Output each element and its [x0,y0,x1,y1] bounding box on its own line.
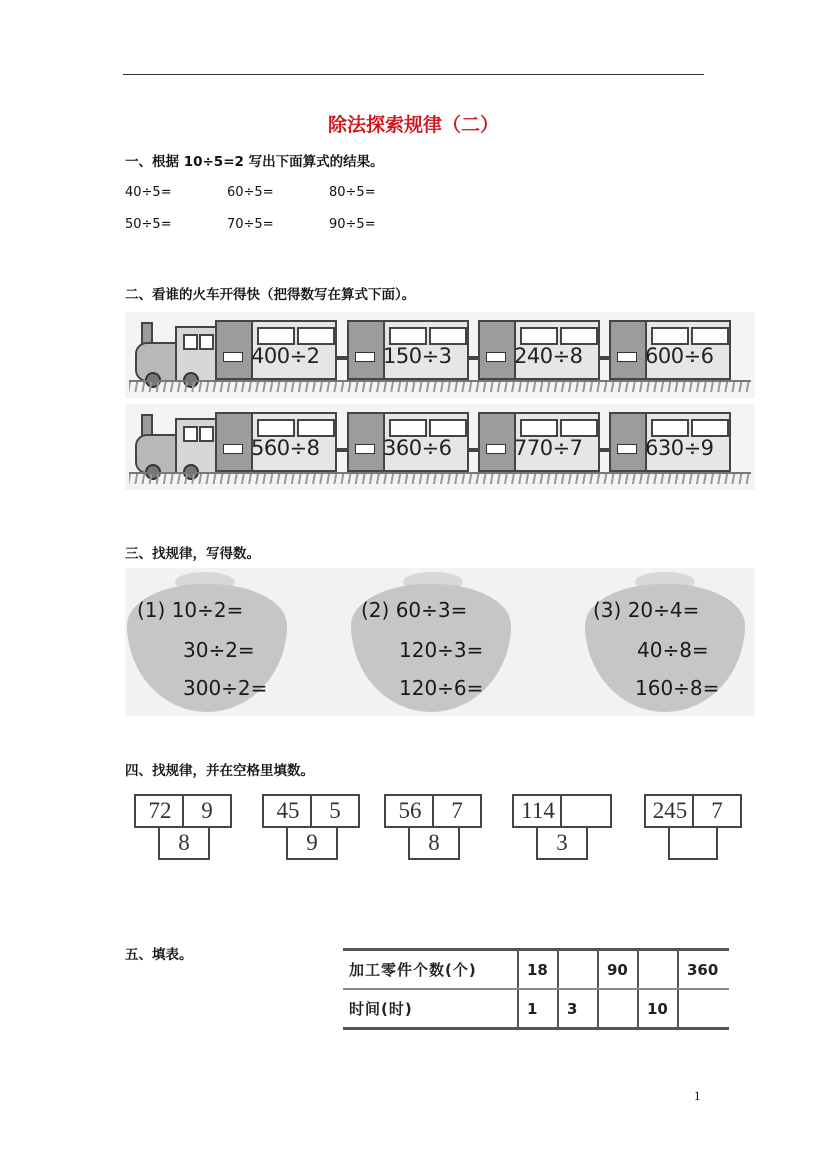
car-equation: 560÷8 [251,436,320,460]
puzzle-cell-a: 245 [644,794,696,828]
table-cell: 3 [558,989,598,1029]
train-car [609,320,729,378]
q1-item: 60÷5= [227,185,274,200]
q1-item: 80÷5= [329,185,376,200]
table-row [343,989,729,1029]
berry-eq: (2) 60÷3= [361,598,468,622]
car-equation: 240÷8 [514,344,583,368]
strawberry-panel [125,568,755,716]
train-car [347,412,467,470]
puzzle-cell-c: 8 [408,826,460,860]
table-cell: 10 [638,989,678,1029]
puzzle-cell-c: 9 [286,826,338,860]
train-car [215,412,335,470]
puzzle-cell-a: 72 [134,794,186,828]
q1-item: 90÷5= [329,217,376,232]
train-car [609,412,729,470]
section-1-heading: 一、根据 10÷5=2 写出下面算式的结果。 [125,154,384,170]
table-cell-blank[interactable] [638,950,678,990]
puzzle-cell-a: 56 [384,794,436,828]
berry-eq: 160÷8= [635,676,720,700]
puzzle-cell-c: 3 [536,826,588,860]
berry-eq: 30÷2= [183,638,255,662]
puzzle-blank[interactable] [560,794,612,828]
car-equation: 400÷2 [251,344,320,368]
table-cell-blank[interactable] [598,989,638,1029]
page-title: 除法探索规律（二） [327,114,499,136]
berry-eq: 120÷6= [399,676,484,700]
train-1 [125,312,755,398]
puzzle-blank[interactable] [668,826,718,860]
section-5-heading: 五、填表。 [125,947,193,963]
berry-eq: (3) 20÷4= [593,598,700,622]
berry-eq: 40÷8= [637,638,709,662]
berry-eq: 120÷3= [399,638,484,662]
fill-table [343,948,729,1030]
table-row [343,950,729,990]
train-car [347,320,467,378]
train-car [478,412,598,470]
car-equation: 600÷6 [645,344,714,368]
row-header: 时间(时) [343,989,518,1029]
berry-eq: (1) 10÷2= [137,598,244,622]
table-cell: 18 [518,950,558,990]
car-equation: 150÷3 [383,344,452,368]
puzzle-cell-b: 7 [692,794,742,828]
puzzle-cell-c: 8 [158,826,210,860]
berry-eq: 300÷2= [183,676,268,700]
car-equation: 770÷7 [514,436,583,460]
header-rule [123,74,704,75]
table-cell-blank[interactable] [678,989,729,1029]
table-cell-blank[interactable] [558,950,598,990]
puzzle-cell-b: 5 [310,794,360,828]
table-cell: 90 [598,950,638,990]
puzzle-cell-b: 7 [432,794,482,828]
puzzle-cell-a: 114 [512,794,564,828]
puzzle-cell-b: 9 [182,794,232,828]
section-4-heading: 四、找规律，并在空格里填数。 [125,763,314,779]
train-car [478,320,598,378]
page-number: 1 [694,1088,701,1103]
puzzle-cell-a: 45 [262,794,314,828]
q1-item: 40÷5= [125,185,172,200]
q1-item: 50÷5= [125,217,172,232]
table-cell: 360 [678,950,729,990]
section-2-heading: 二、看谁的火车开得快（把得数写在算式下面）。 [125,287,416,303]
section-3-heading: 三、找规律，写得数。 [125,546,260,562]
row-header: 加工零件个数(个) [343,950,518,990]
car-equation: 360÷6 [383,436,452,460]
car-equation: 630÷9 [645,436,714,460]
train-car [215,320,335,378]
train-2 [125,404,755,490]
q1-item: 70÷5= [227,217,274,232]
table-cell: 1 [518,989,558,1029]
